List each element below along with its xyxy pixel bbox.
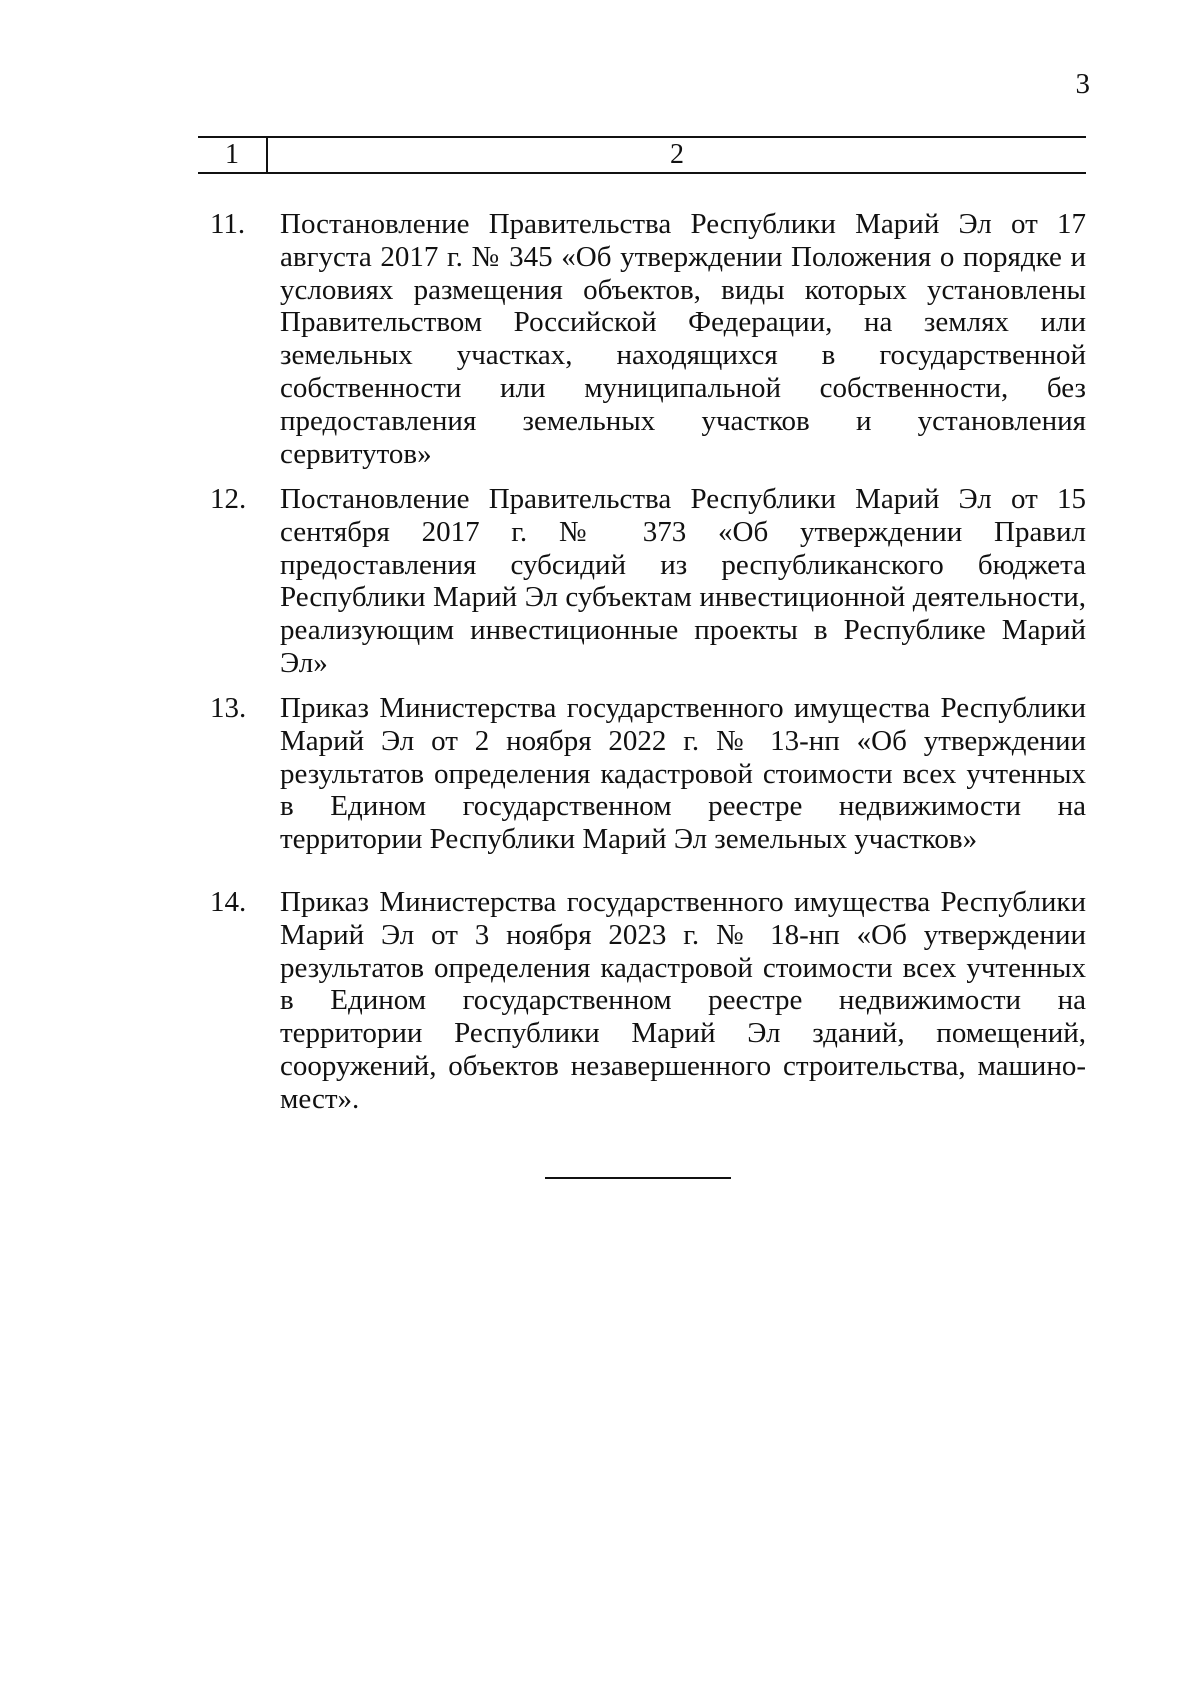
table-header-row xyxy=(198,136,1086,174)
table-header-col-1: 1 xyxy=(198,138,268,172)
end-of-document-rule xyxy=(545,1177,731,1179)
list-item-text: Приказ Министерства государственного имущества Республики Марий Эл от 3 ноября 2023 г. № 18-нп «Об утверждении результатов определения кадастровой стоимости всех учтенных в Едином государственном реестре недвижимости на территории Республики Марий Эл зданий, помещений, сооружений, объектов незавершенного строительства, машино-мест». xyxy=(280,886,1086,1115)
list-item-number: 13. xyxy=(210,692,247,724)
table-header-col-2: 2 xyxy=(670,139,684,170)
list-item-number: 11. xyxy=(210,208,246,240)
list-item-text: Приказ Министерства государственного имущества Республики Марий Эл от 2 ноября 2022 г. № 13-нп «Об утверждении результатов определения кадастровой стоимости всех учтенных в Едином государственном реестре недвижимости на территории Республики Марий Эл земельных участков» xyxy=(280,692,1086,856)
list-item-number: 12. xyxy=(210,483,247,515)
page-number: 3 xyxy=(1075,68,1090,100)
list-item-text: Постановление Правительства Республики Марий Эл от 15 сентября 2017 г. № 373 «Об утверждении Правил предоставления субсидий из республиканского бюджета Республики Марий Эл субъектам инвестиционной деятельности, реализующим инвестиционные проекты в Республике Марий Эл» xyxy=(280,483,1086,679)
list-item-number: 14. xyxy=(210,886,247,918)
list-item-text: Постановление Правительства Республики Марий Эл от 17 августа 2017 г. № 345 «Об утверждении Положения о порядке и условиях размещения объектов, виды которых установлены Правительством Российской Федерации, на землях или земельных участках, находящихся в государственной собственности или муниципальной собственности, без предоставления земельных участков и установления сервитутов» xyxy=(280,208,1086,470)
